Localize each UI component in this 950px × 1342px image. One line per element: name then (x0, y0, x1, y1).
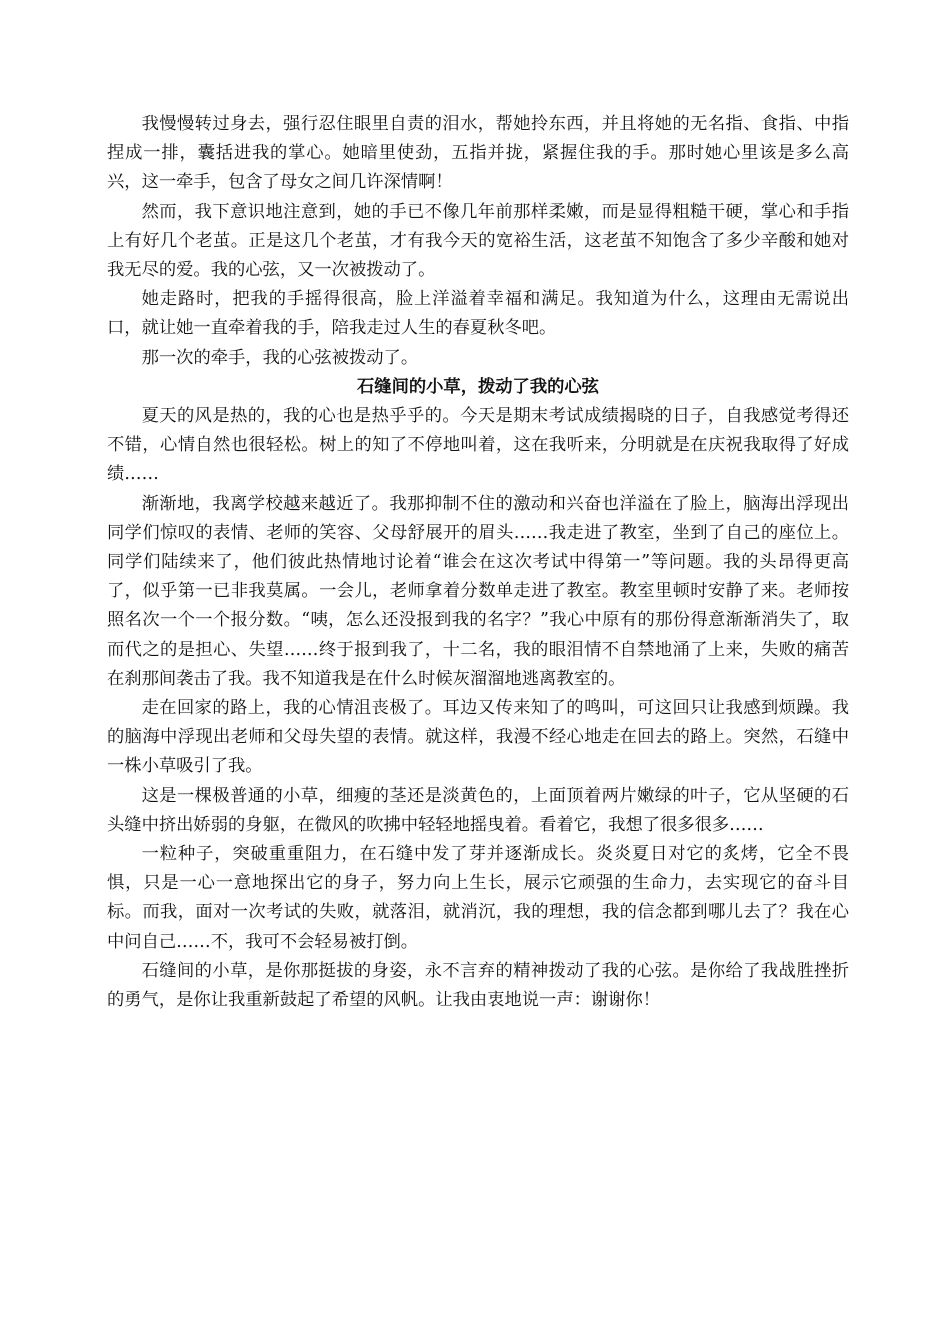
essay-title: 石缝间的小草，拨动了我的心弦 (357, 376, 599, 397)
paragraph: 石缝间的小草，是你那挺拔的身姿，永不言弃的精神拨动了我的心弦。是你给了我战胜挫折的勇气，是你让我重新鼓起了希望的风帆。让我由衷地说一声：谢谢你！ (107, 960, 849, 1011)
paragraph: 夏天的风是热的，我的心也是热乎乎的。今天是期末考试成绩揭晓的日子，自我感觉考得还不错，心情自然也很轻松。树上的知了不停地叫着，这在我听来，分明就是在庆祝我取得了好成绩…… (107, 406, 849, 485)
paragraph: 渐渐地，我离学校越来越近了。我那抑制不住的激动和兴奋也洋溢在了脸上，脑海出浮现出同学们惊叹的表情、老师的笑容、父母舒展开的眉头……我走进了教室，坐到了自己的座位上。同学们陆续来了，他们彼此热情地讨论着“谁会在这次考试中得第一”等问题。我的头昂得更高了，似乎第一已非我莫属。一会儿，老师拿着分数单走进了教室。教室里顿时安静了来。老师按照名次一个一个报分数。“咦，怎么还没报到我的名字？”我心中原有的那份得意渐渐消失了，取而代之的是担心、失望……终于报到我了，十二名，我的眼泪情不自禁地涌了上来，失败的痛苦在刹那间袭击了我。我不知道我是在什么时候灰溜溜地逃离教室的。 (107, 493, 849, 689)
paragraph: 一粒种子，突破重重阻力，在石缝中发了芽并逐渐成长。炎炎夏日对它的炙烤，它全不畏惧，只是一心一意地探出它的身子，努力向上生长，展示它顽强的生命力，去实现它的奋斗目标。而我，面对一次考试的失败，就落泪，就消沉，我的理想，我的信念都到哪儿去了？我在心中问自己……不，我可不会轻易被打倒。 (107, 844, 849, 952)
paragraph: 走在回家的路上，我的心情沮丧极了。耳边又传来知了的鸣叫，可这回只让我感到烦躁。我的脑海中浮现出老师和父母失望的表情。就这样，我漫不经心地走在回去的路上。突然，石缝中一株小草吸引了我。 (107, 698, 849, 777)
paragraph: 这是一棵极普通的小草，细瘦的茎还是淡黄色的，上面顶着两片嫩绿的叶子，它从坚硬的石头缝中挤出娇弱的身躯，在微风的吹拂中轻轻地摇曳着。看着它，我想了很多很多…… (107, 785, 849, 835)
paragraph: 然而，我下意识地注意到，她的手已不像几年前那样柔嫩，而是显得粗糙干硬，掌心和手指上有好几个老茧。正是这几个老茧，才有我今天的宽裕生活，这老茧不知饱含了多少辛酸和她对我无尽的爱。我的心弦，又一次被拨动了。 (107, 201, 849, 281)
paragraph: 她走路时，把我的手摇得很高，脸上洋溢着幸福和满足。我知道为什么，这理由无需说出口，就让她一直牵着我的手，陪我走过人生的春夏秋冬吧。 (107, 289, 849, 339)
document-page (107, 110, 849, 1015)
paragraph: 那一次的牵手，我的心弦被拨动了。 (141, 347, 419, 368)
paragraph: 我慢慢转过身去，强行忍住眼里自责的泪水，帮她拎东西，并且将她的无名指、食指、中指捏成一排，囊括进我的掌心。她暗里使劲，五指并拢，紧握住我的手。那时她心里该是多么高兴，这一牵手，包含了母女之间几许深情啊！ (107, 114, 849, 193)
